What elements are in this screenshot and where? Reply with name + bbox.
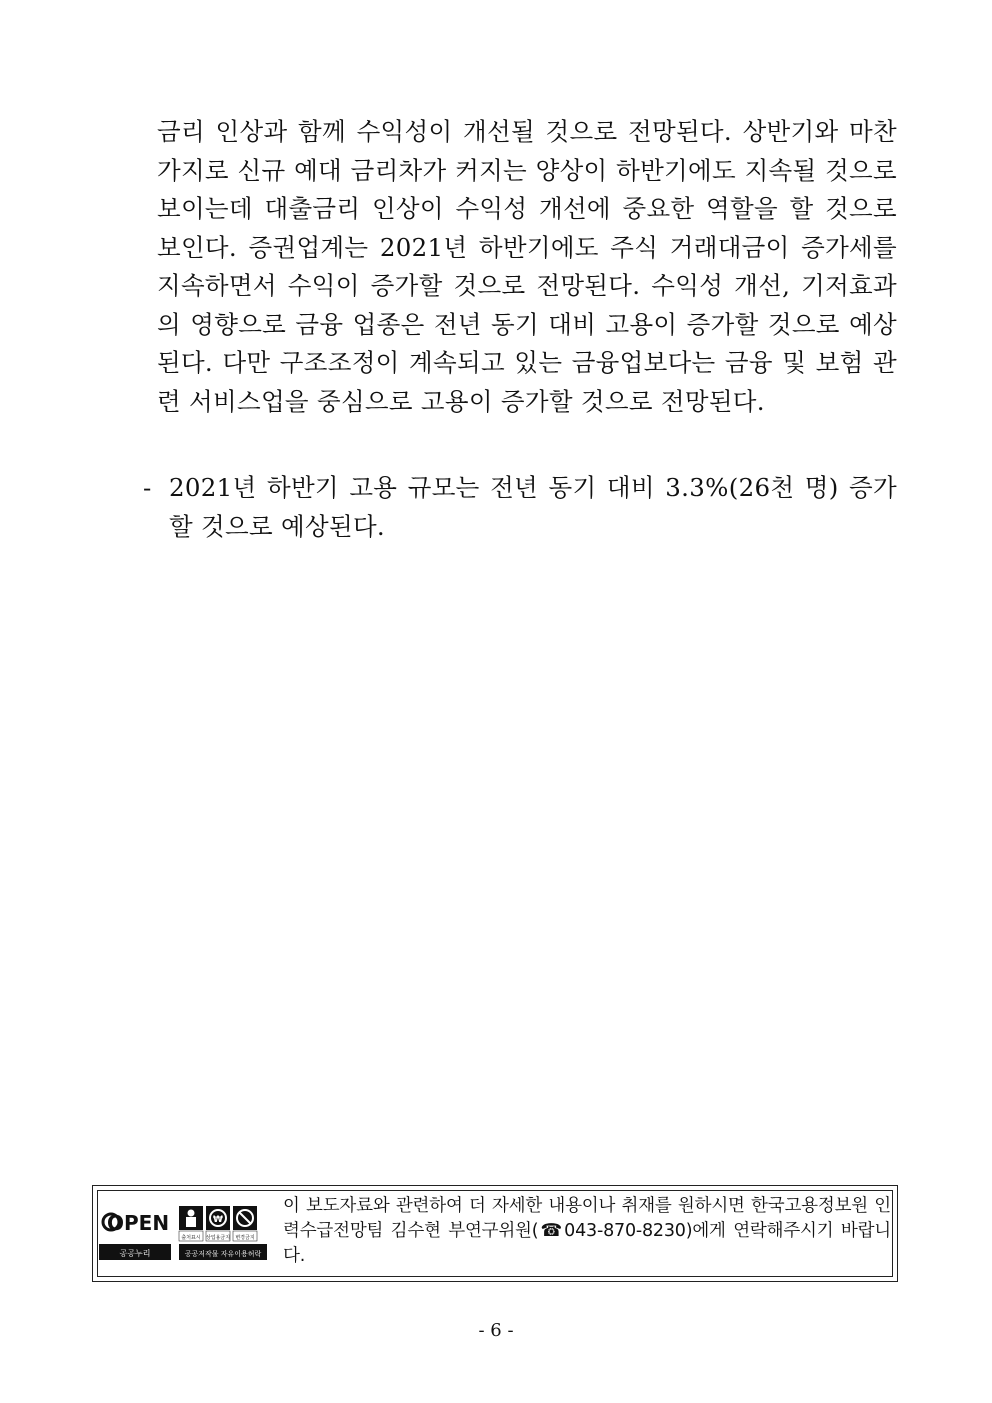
svg-text:OPEN: OPEN: [107, 1211, 170, 1235]
svg-text:공공누리: 공공누리: [119, 1249, 151, 1258]
press-contact-box: [92, 1185, 898, 1282]
bullet-item: [143, 469, 897, 546]
bullet-text: 2021년 하반기 고용 규모는 전년 동기 대비 3.3%(26천 명) 증가할 것으로 예상된다.: [169, 473, 897, 541]
body-paragraph: 금리 인상과 함께 수익성이 개선될 것으로 전망된다. 상반기와 마찬가지로 신규 예대 금리차가 커지는 양상이 하반기에도 지속될 것으로 보이는데 대출금리 인상이 수익성 개선에 중요한 역할을 할 것으로 보인다. 증권업계는 2021년 하반기에도 주식 거래대금이 증가세를 지속하면서 수익이 증가할 것으로 전망된다. 수익성 개선, 기저효과의 영향으로 금융 업종은 전년 동기 대비 고용이 증가할 것으로 예상된다. 다만 구조조정이 계속되고 있는 금융업보다는 금융 및 보험 관련 서비스업을 중심으로 고용이 증가할 것으로 전망된다.: [157, 117, 897, 416]
kogl-open-license-logo: [99, 1202, 269, 1262]
svg-text:공공저작물 자유이용허락: 공공저작물 자유이용허락: [184, 1250, 262, 1258]
icon-label-noderivatives: 변경금지: [235, 1235, 255, 1241]
svg-text:₩: ₩: [213, 1215, 223, 1225]
icon-label-noncommercial: 상업용금지: [205, 1235, 231, 1241]
page-number: - 6 -: [478, 1320, 514, 1341]
bullet-marker: -: [143, 473, 152, 502]
icon-label-attribution: 출처표시: [181, 1235, 201, 1241]
press-contact-text: 이 보도자료와 관련하여 더 자세한 내용이나 취재를 원하시면 한국고용정보원 인력수급전망팀 김수현 부연구위원(☎043-870-8230)에게 연락해주시기 바랍니다.: [283, 1196, 891, 1266]
